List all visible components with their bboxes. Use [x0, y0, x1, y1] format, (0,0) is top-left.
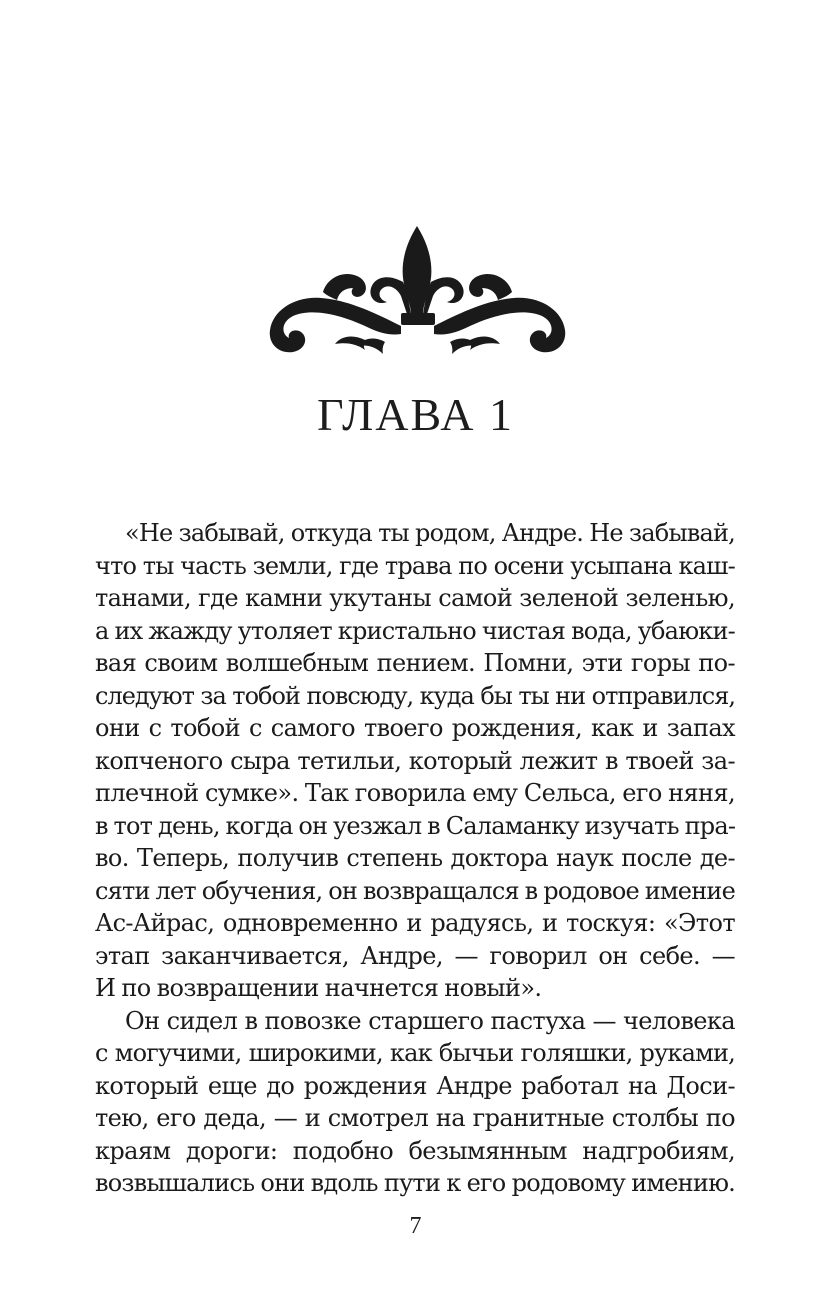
fleur-de-lis-ornament-icon: [265, 222, 570, 357]
paragraph: [95, 517, 735, 1005]
text-line: копченого сыра тетильи, который лежит в твоей за-: [95, 746, 735, 775]
text-line: они с тобой с самого твоего рождения, как и запах: [95, 714, 735, 742]
page-number: 7: [409, 1213, 422, 1239]
text-line: вая своим волшебным пением. Помни, эти горы по-: [95, 649, 735, 677]
text-line: И по возвращении начнется новый».: [95, 974, 542, 1002]
text-line: который еще до рождения Андре работал на Доси-: [95, 1071, 735, 1100]
text-line: следуют за тобой повсюду, куда бы ты ни отправился,: [95, 681, 735, 710]
text-line: танами, где камни укутаны самой зеленой зеленью,: [95, 584, 735, 612]
text-line: а их жажду утоляет кристально чистая вода, убаюки-: [95, 616, 735, 645]
text-line: Он сидел в повозке старшего пастуха — человека: [125, 1006, 735, 1035]
text-line: «Не забывай, откуда ты родом, Андре. Не забывай,: [125, 519, 735, 547]
text-line: плечной сумке». Так говорила ему Сельса, его няня,: [95, 779, 735, 807]
text-line: Ас-Айрас, одновременно и радуясь, и тоскуя: «Этот: [95, 909, 735, 937]
text-line: во. Теперь, получив степень доктора наук после де-: [95, 844, 735, 872]
text-line: этап заканчивается, Андре, — говорил он себе. —: [95, 941, 735, 970]
text-line: возвышались они вдоль пути к его родовому имению.: [95, 1169, 735, 1197]
text-line: тею, его деда, — и смотрел на гранитные столбы по: [95, 1104, 735, 1132]
text-line: сяти лет обучения, он возвращался в родовое имение: [95, 876, 735, 905]
body-text: [95, 517, 735, 1200]
paragraph: [95, 1005, 735, 1200]
text-line: с могучими, широкими, как бычьи голяшки, руками,: [95, 1039, 735, 1067]
chapter-title: ГЛАВА 1: [316, 389, 515, 440]
text-line: краям дороги: подобно безымянным надгробиям,: [95, 1136, 735, 1165]
text-line: в тот день, когда он уезжал в Саламанку изучать пра-: [95, 811, 736, 840]
text-line: что ты часть земли, где трава по осени усыпана каш-: [95, 551, 735, 580]
